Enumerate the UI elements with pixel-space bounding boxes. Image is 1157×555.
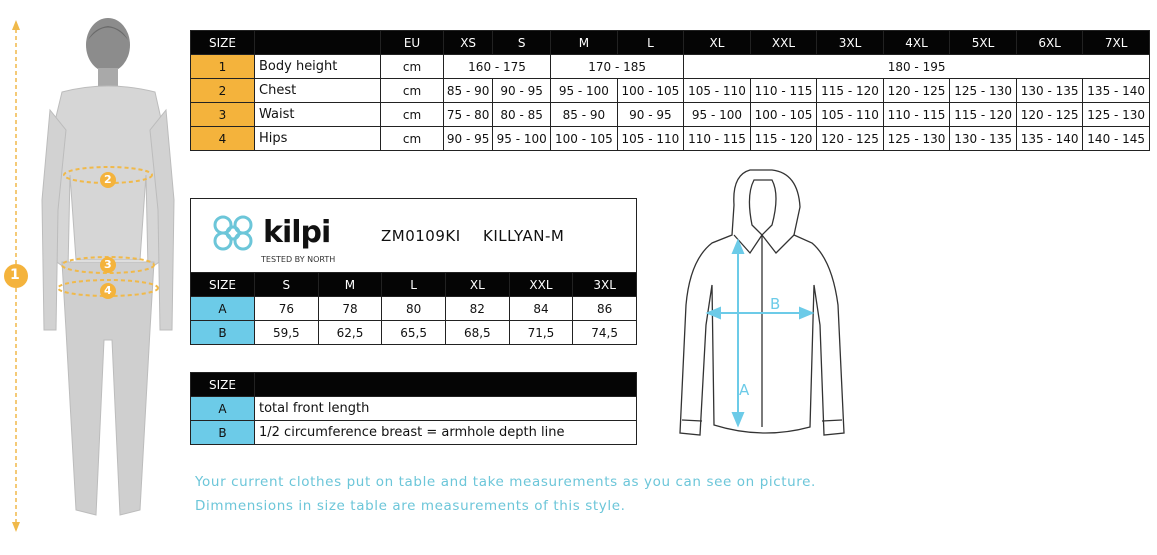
instruction-note-2: Dimmensions in size table are measurements of this style. [195, 498, 626, 514]
table-cell: 76 [255, 297, 319, 321]
header-size: SIZE [191, 273, 255, 297]
figure-label-2: 2 [104, 173, 112, 186]
table-cell: 140 - 145 [1083, 127, 1150, 151]
header-m: M [318, 273, 382, 297]
row-number: 2 [191, 79, 255, 103]
table-cell: 125 - 130 [950, 79, 1017, 103]
table-cell: 95 - 100 [684, 103, 751, 127]
table-cell: 115 - 120 [817, 79, 884, 103]
table-cell: 100 - 105 [551, 127, 618, 151]
table-cell: 65,5 [382, 321, 446, 345]
table-cell: 74,5 [573, 321, 637, 345]
table-cell: 62,5 [318, 321, 382, 345]
table-cell: 105 - 110 [684, 79, 751, 103]
row-unit: cm [381, 55, 444, 79]
table-cell: 120 - 125 [817, 127, 884, 151]
jacket-label-b: B [770, 295, 781, 313]
table-cell: 110 - 115 [883, 103, 950, 127]
product-model: KILLYAN-M [483, 227, 565, 245]
row-label: Hips [255, 127, 381, 151]
instruction-note-1: Your current clothes put on table and take measurements as you can see on picture. [195, 474, 816, 490]
table-cell: 115 - 120 [950, 103, 1017, 127]
row-key: B [191, 321, 255, 345]
table-cell: 110 - 115 [750, 79, 817, 103]
header-s: S [493, 31, 551, 55]
header-3xl: 3XL [817, 31, 884, 55]
table-row [191, 79, 1150, 103]
table-cell: 86 [573, 297, 637, 321]
table-cell: 68,5 [445, 321, 509, 345]
header-eu: EU [381, 31, 444, 55]
table-cell: 90 - 95 [493, 79, 551, 103]
jacket-label-a: A [739, 381, 750, 399]
table-cell: 160 - 175 [444, 55, 551, 79]
table-cell: 120 - 125 [1016, 103, 1083, 127]
table-cell: 110 - 115 [684, 127, 751, 151]
size-table-header-row [191, 31, 1150, 55]
table-row [191, 103, 1150, 127]
row-number: 4 [191, 127, 255, 151]
header-xl: XL [684, 31, 751, 55]
header-5xl: 5XL [950, 31, 1017, 55]
figure-label-4: 4 [104, 284, 112, 297]
header-blank [255, 31, 381, 55]
brand-tagline: TESTED BY NORTH [261, 255, 336, 264]
product-code: ZM0109KI [381, 227, 461, 245]
header-m: M [551, 31, 618, 55]
table-row [191, 421, 637, 445]
table-cell: 95 - 100 [551, 79, 618, 103]
table-cell: 90 - 95 [444, 127, 493, 151]
row-number: 1 [191, 55, 255, 79]
brand-name: kilpi [263, 215, 331, 250]
header-7xl: 7XL [1083, 31, 1150, 55]
figure-label-3: 3 [104, 258, 112, 271]
table-cell: 75 - 80 [444, 103, 493, 127]
header-xl: XL [445, 273, 509, 297]
table-cell: 130 - 135 [950, 127, 1017, 151]
row-unit: cm [381, 103, 444, 127]
table-cell: 84 [509, 297, 573, 321]
header-6xl: 6XL [1016, 31, 1083, 55]
kilpi-knot-logo-icon [203, 211, 263, 255]
row-unit: cm [381, 79, 444, 103]
table-cell: 80 [382, 297, 446, 321]
table-cell: 100 - 105 [750, 103, 817, 127]
table-cell: 100 - 105 [617, 79, 684, 103]
row-description: 1/2 circumference breast = armhole depth line [255, 421, 637, 445]
product-brand-box [190, 198, 637, 273]
table-cell: 59,5 [255, 321, 319, 345]
measurement-legend-table [190, 372, 637, 445]
header-size: SIZE [191, 31, 255, 55]
table-row [191, 297, 637, 321]
table-cell: 105 - 110 [617, 127, 684, 151]
header-xs: XS [444, 31, 493, 55]
table-cell: 82 [445, 297, 509, 321]
table-cell: 170 - 185 [551, 55, 684, 79]
jacket-outline-illustration [672, 165, 852, 455]
table-cell: 120 - 125 [883, 79, 950, 103]
header-3xl: 3XL [573, 273, 637, 297]
table-cell: 78 [318, 297, 382, 321]
header-l: L [382, 273, 446, 297]
product-table-header-row [191, 273, 637, 297]
body-figure [0, 0, 185, 551]
header-4xl: 4XL [883, 31, 950, 55]
table-cell: 135 - 140 [1016, 127, 1083, 151]
table-row [191, 55, 1150, 79]
table-row [191, 397, 637, 421]
table-cell: 90 - 95 [617, 103, 684, 127]
table-cell: 85 - 90 [551, 103, 618, 127]
general-size-table [190, 30, 1150, 151]
row-description: total front length [255, 397, 637, 421]
table-cell: 125 - 130 [1083, 103, 1150, 127]
table-cell: 85 - 90 [444, 79, 493, 103]
header-xxl: XXL [509, 273, 573, 297]
table-cell: 95 - 100 [493, 127, 551, 151]
table-row [191, 321, 637, 345]
table-cell: 125 - 130 [883, 127, 950, 151]
header-s: S [255, 273, 319, 297]
row-label: Body height [255, 55, 381, 79]
legend-header-size: SIZE [191, 373, 255, 397]
table-row [191, 127, 1150, 151]
table-cell: 130 - 135 [1016, 79, 1083, 103]
row-unit: cm [381, 127, 444, 151]
row-key: B [191, 421, 255, 445]
header-xxl: XXL [750, 31, 817, 55]
table-cell: 105 - 110 [817, 103, 884, 127]
row-key: A [191, 297, 255, 321]
jacket-diagram [672, 165, 852, 455]
table-cell: 180 - 195 [684, 55, 1150, 79]
product-size-table [190, 272, 637, 345]
body-silhouette-illustration [0, 0, 185, 551]
table-cell: 80 - 85 [493, 103, 551, 127]
legend-header-row [191, 373, 637, 397]
row-label: Chest [255, 79, 381, 103]
row-label: Waist [255, 103, 381, 127]
table-cell: 71,5 [509, 321, 573, 345]
row-key: A [191, 397, 255, 421]
row-number: 3 [191, 103, 255, 127]
table-cell: 115 - 120 [750, 127, 817, 151]
figure-label-1: 1 [10, 267, 20, 283]
table-cell: 135 - 140 [1083, 79, 1150, 103]
legend-header-blank [255, 373, 637, 397]
header-l: L [617, 31, 684, 55]
